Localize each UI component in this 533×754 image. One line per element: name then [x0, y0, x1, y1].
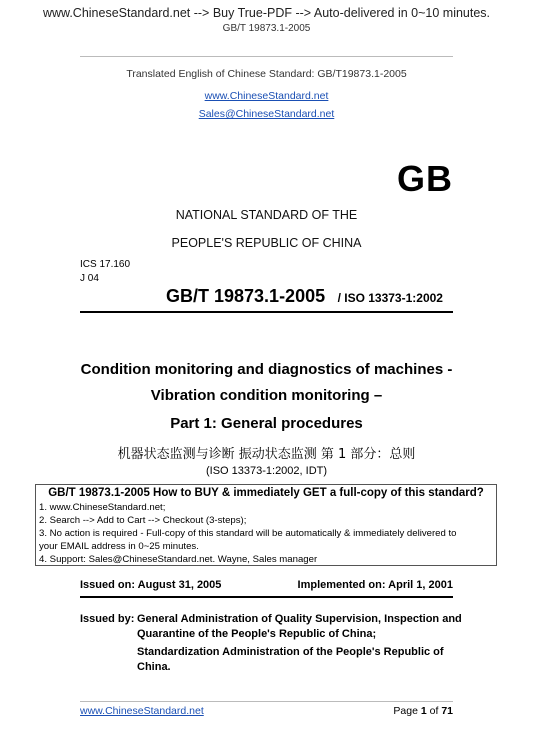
buy-box-title: GB/T 19873.1-2005 How to BUY & immediately GET a full-copy of this standard? — [48, 487, 484, 499]
iso-reference: (ISO 13373-1:2002, IDT) — [205, 465, 328, 477]
title-line1: Condition monitoring and diagnostics of machines - — [80, 361, 453, 378]
footer-website-link[interactable]: www.ChineseStandard.net — [80, 705, 204, 717]
title-line3: Part 1: General procedures — [170, 415, 363, 432]
footer-website-wrapper — [80, 705, 204, 717]
national-standard-line1: NATIONAL STANDARD OF THE — [175, 208, 358, 222]
dates-divider — [80, 596, 453, 598]
standard-number-line — [166, 286, 443, 307]
buy-step-3-cont: your EMAIL address in 0~25 minutes. — [39, 541, 199, 552]
buy-info-box — [35, 484, 497, 566]
iso-equivalent: / ISO 13373-1:2002 — [337, 291, 443, 305]
email-link[interactable]: Sales@ChineseStandard.net — [198, 108, 335, 120]
ccs-code: J 04 — [80, 273, 99, 284]
buy-step-2: 2. Search --> Add to Cart --> Checkout (3-steps); — [39, 515, 247, 526]
buy-step-1: 1. www.ChineseStandard.net; — [39, 502, 166, 513]
implemented-on-date: Implemented on: April 1, 2001 — [297, 579, 453, 591]
issuer-line4: China. — [137, 661, 171, 673]
issuer-line3: Standardization Administration of the People's Republic of — [137, 646, 444, 658]
website-link[interactable]: www.ChineseStandard.net — [204, 90, 329, 102]
title-chinese: 机器状态监测与诊断 振动状态监测 第 1 部分：总则 — [117, 447, 416, 462]
email-link-wrapper — [0, 104, 533, 122]
standard-divider — [80, 311, 453, 313]
issued-on-date: Issued on: August 31, 2005 — [80, 579, 222, 591]
title-line2: Vibration condition monitoring – — [150, 387, 383, 404]
issuer-line2: Quarantine of the People's Republic of China; — [137, 628, 377, 640]
doc-code-header: GB/T 19873.1-2005 — [222, 23, 311, 34]
page-label: Page — [393, 705, 421, 717]
top-banner: www.ChineseStandard.net --> Buy True-PDF --> Auto-delivered in 0~10 minutes. — [42, 6, 491, 20]
translated-note: Translated English of Chinese Standard: GB/T19873.1-2005 — [126, 68, 407, 80]
buy-step-3: 3. No action is required - Full-copy of this standard will be automatically & immediately delivered to — [39, 528, 457, 539]
page-total: 71 — [441, 705, 453, 717]
website-link-wrapper — [0, 86, 533, 104]
page-number: 1 — [420, 705, 427, 717]
gb-logo: GB — [397, 158, 453, 199]
footer-divider — [80, 701, 453, 702]
standard-number: GB/T 19873.1-2005 — [166, 286, 326, 306]
national-standard-line2: PEOPLE'S REPUBLIC OF CHINA — [171, 236, 362, 250]
issued-by-label: Issued by: — [80, 613, 135, 625]
ics-code: ICS 17.160 — [80, 259, 131, 270]
issuer-line1: General Administration of Quality Supervision, Inspection and — [137, 613, 462, 625]
header-divider — [80, 56, 453, 57]
page-indicator — [393, 705, 453, 717]
buy-step-4: 4. Support: Sales@ChineseStandard.net. Wayne, Sales manager — [39, 554, 318, 565]
page-of: of — [426, 705, 442, 717]
